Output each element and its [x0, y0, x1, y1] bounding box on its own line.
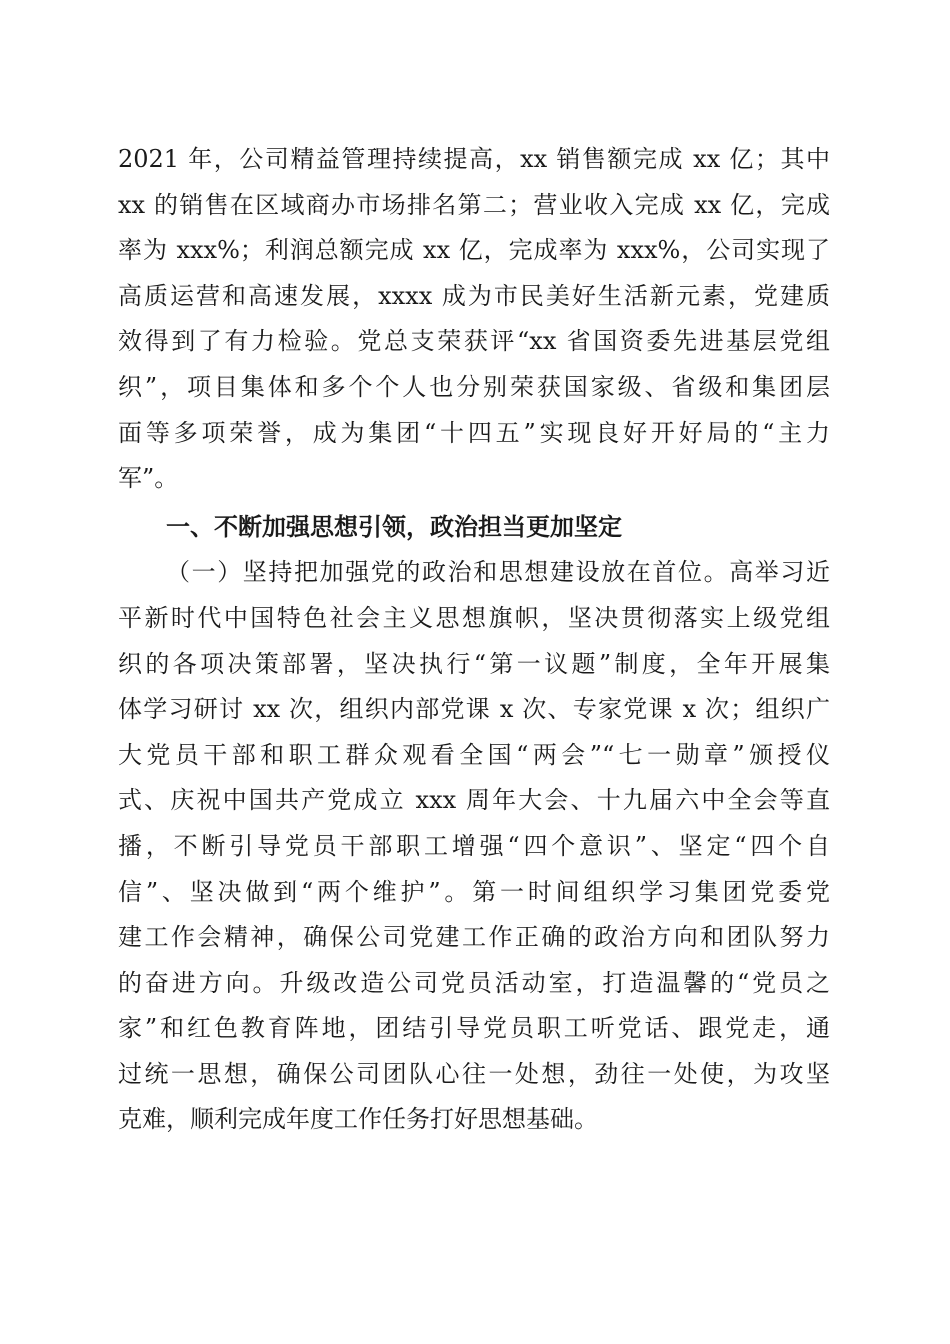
text-line: xx 的销售在区域商办市场排名第二；营业收入完成 xx 亿，完成	[118, 190, 830, 219]
text-line: 家”和红色教育阵地，团结引导党员职工听党话、跟党走，通	[118, 1014, 830, 1043]
text-line: 过统一思想，确保公司团队心往一处想，劲往一处使，为攻坚	[118, 1059, 830, 1088]
text-line: 式、庆祝中国共产党成立 xxx 周年大会、十九届六中全会等直	[118, 786, 830, 815]
paragraph-summary	[118, 137, 830, 502]
section-heading: 一、不断加强思想引领，政治担当更加坚定	[166, 512, 622, 541]
text-line: 播，不断引导党员干部职工增强“四个意识”、坚定“四个自	[118, 831, 830, 860]
text-line: 克难，顺利完成年度工作任务打好思想基础。	[118, 1105, 598, 1134]
text-line: 织”，项目集体和多个个人也分别荣获国家级、省级和集团层	[118, 372, 830, 401]
text-line: 大党员干部和职工群众观看全国“两会”“七一勋章”颁授仪	[118, 740, 830, 769]
paragraph-political-construction	[118, 550, 830, 1143]
text-line: 高质运营和高速发展，xxxx 成为市民美好生活新元素，党建质	[118, 281, 830, 310]
text-line: （一）坚持把加强党的政治和思想建设放在首位。高举习近	[166, 558, 830, 587]
text-line: 信”、坚决做到“两个维护”。第一时间组织学习集团党委党	[118, 877, 830, 906]
text-line: 效得到了有力检验。党总支荣获评“xx 省国资委先进基层党组	[118, 327, 830, 356]
text-line: 平新时代中国特色社会主义思想旗帜，坚决贯彻落实上级党组	[118, 603, 830, 632]
document-body	[118, 137, 830, 1143]
text-line: 的奋进方向。升级改造公司党员活动室，打造温馨的“党员之	[118, 968, 830, 997]
text-line: 面等多项荣誉，成为集团“十四五”实现良好开好局的“主力	[118, 418, 830, 447]
text-line: 体学习研讨 xx 次，组织内部党课 x 次、专家党课 x 次；组织广	[118, 695, 830, 724]
text-line: 建工作会精神，确保公司党建工作正确的政治方向和团队努力	[118, 923, 830, 952]
text-line: 2021 年，公司精益管理持续提高，xx 销售额完成 xx 亿；其中	[118, 145, 830, 173]
text-line: 织的各项决策部署，坚决执行“第一议题”制度，全年开展集	[118, 649, 830, 678]
text-line: 军”。	[118, 464, 179, 493]
text-line: 率为 xxx%；利润总额完成 xx 亿，完成率为 xxx%，公司实现了	[118, 236, 830, 265]
